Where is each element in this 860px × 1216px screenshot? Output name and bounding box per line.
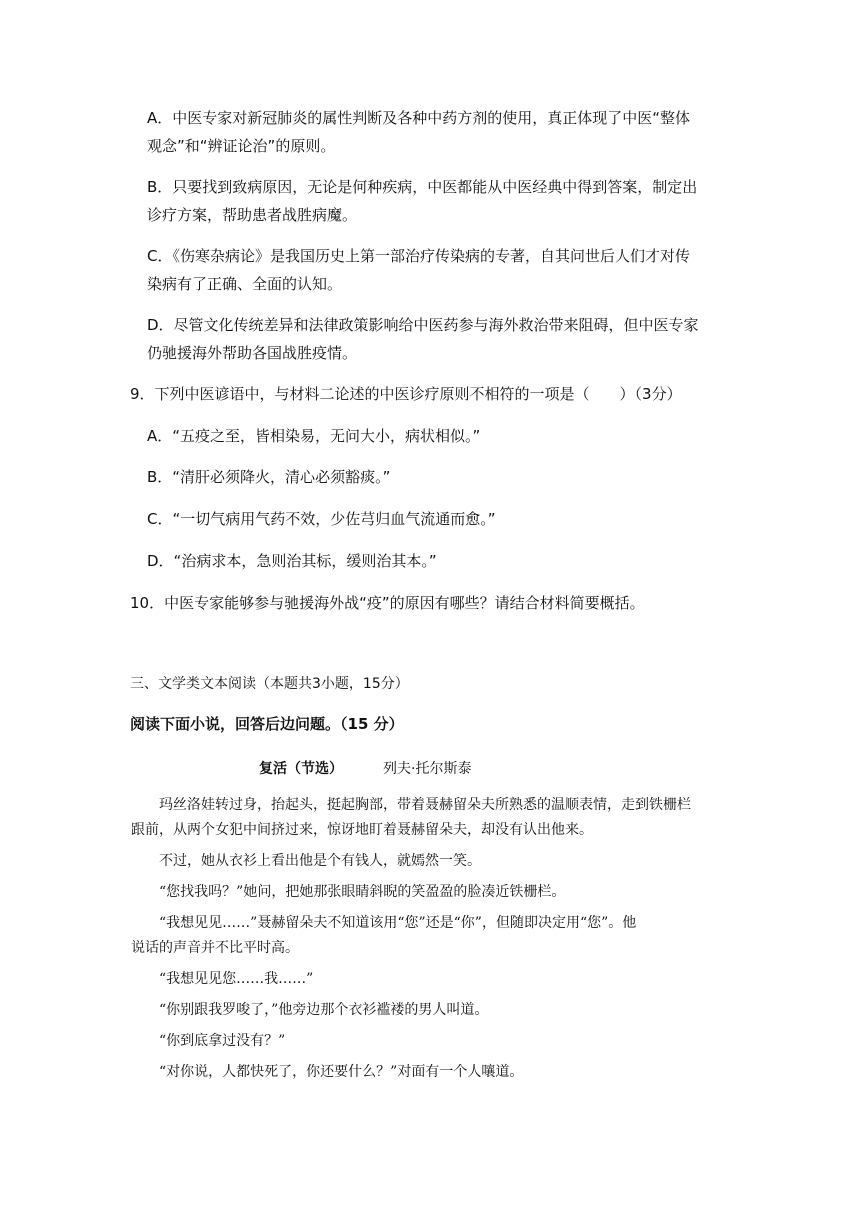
q9-option-a: A．“五疫之至，皆相染易，无问大小，病状相似。”: [147, 427, 481, 445]
story-paragraph-6: “你别跟我罗唆了，”他旁边那个衣衫褴褛的男人叫道。: [159, 1002, 489, 1018]
story-paragraph-8: “对你说，人都快死了，你还要什么？”对面有一个人嚷道。: [159, 1064, 524, 1080]
q8-option-b-line2: 诊疗方案，帮助患者战胜病魔。: [147, 206, 358, 224]
story-paragraph-3: “您找我吗？”她问，把她那张眼睛斜睨的笑盈盈的脸凑近铁栅栏。: [159, 884, 566, 900]
q8-option-b-line1: B．只要找到致病原因，无论是何种疾病，中医都能从中医经典中得到答案，制定出: [147, 178, 698, 196]
story-paragraph-4-line1: “我想见见……”聂赫留朵夫不知道该用“您”还是“你”，但随即决定用“您”。他: [159, 915, 637, 931]
story-paragraph-5: “我想见见您……我……”: [159, 971, 314, 987]
q9-option-c: C．“一切气病用气药不效，少佐芎归血气流通而愈。”: [147, 510, 496, 528]
q9-option-d: D．“治病求本，急则治其标，缓则治其本。”: [147, 552, 437, 570]
story-paragraph-2: 不过，她从衣衫上看出他是个有钱人，就嫣然一笑。: [159, 853, 481, 869]
q9-stem: 9．下列中医谚语中，与材料二论述的中医诊疗原则不相符的一项是（ ）（3分）: [130, 385, 682, 403]
q8-option-c-line1: C．《伤寒杂病论》是我国历史上第一部治疗传染病的专著，自其问世后人们才对传: [147, 247, 690, 265]
section-heading: 三、文学类文本阅读（本题共3小题，15分）: [130, 676, 409, 692]
q8-option-a-line2: 观念”和“辨证论治”的原则。: [147, 137, 336, 155]
q8-option-d-line1: D．尽管文化传统差异和法律政策影响给中医药参与海外救治带来阻碍，但中医专家: [147, 316, 699, 334]
story-author: 列夫·托尔斯泰: [383, 761, 472, 777]
story-title: 复活（节选）: [259, 761, 343, 777]
q8-option-a-line1: A．中医专家对新冠肺炎的属性判断及各种中药方剂的使用，真正体现了中医“整体: [147, 109, 691, 127]
q10-stem: 10．中医专家能够参与驰援海外战“疫”的原因有哪些？请结合材料简要概括。: [130, 594, 645, 612]
q8-option-c-line2: 染病有了正确、全面的认知。: [147, 275, 343, 293]
q9-option-b: B．“清肝必须降火，清心必须豁痰。”: [147, 468, 391, 486]
story-paragraph-1-line2: 跟前，从两个女犯中间挤过来，惊讶地盯着聂赫留朵夫，却没有认出他来。: [131, 822, 593, 838]
q8-option-d-line2: 仍驰援海外帮助各国战胜疫情。: [147, 344, 358, 362]
story-paragraph-7: “你到底拿过没有？”: [159, 1033, 286, 1049]
story-paragraph-4-line2: 说话的声音并不比平时高。: [131, 940, 299, 956]
reading-instruction: 阅读下面小说，回答后边问题。（15 分）: [130, 715, 404, 733]
story-paragraph-1-line1: 玛丝洛娃转过身，抬起头，挺起胸部，带着聂赫留朵夫所熟悉的温顺表情，走到铁栅栏: [159, 797, 691, 813]
